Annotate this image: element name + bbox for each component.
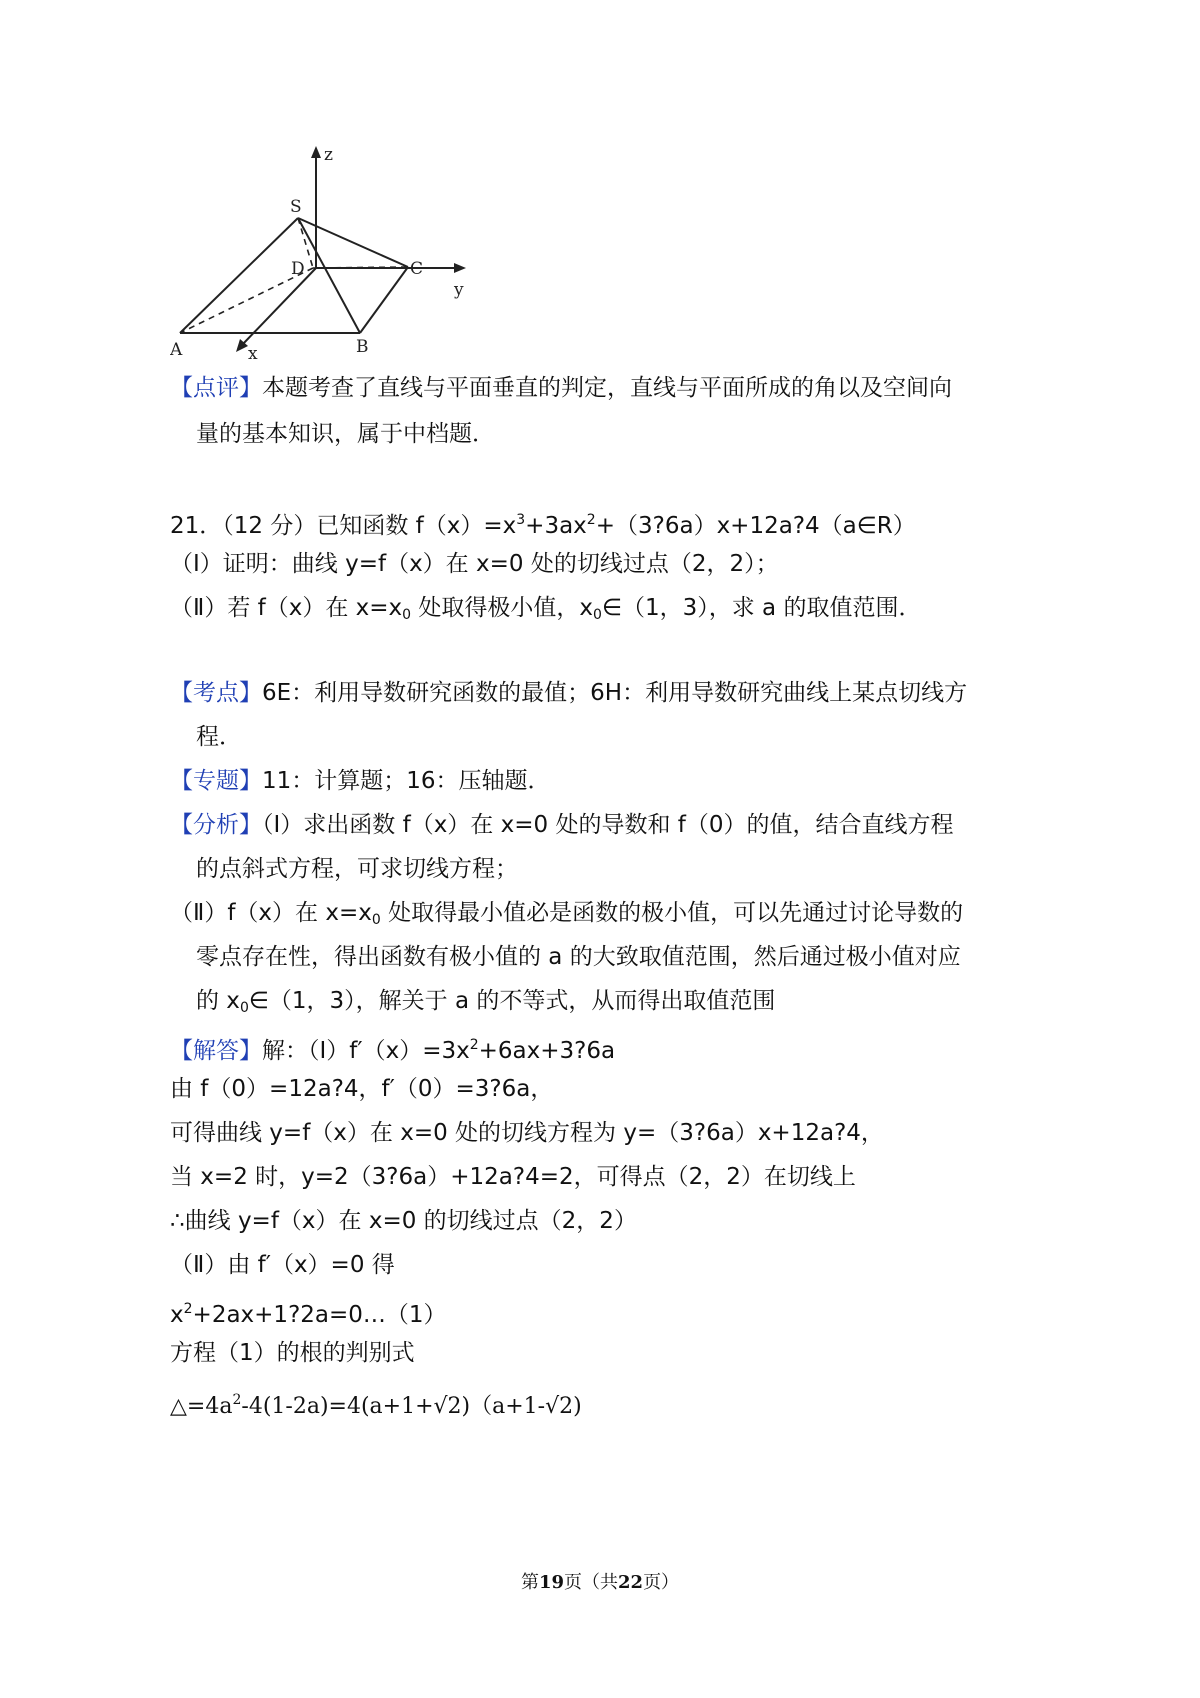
text: 6a <box>586 1038 616 1064</box>
fenxi-line-4 <box>196 941 961 973</box>
fenxi-line-3 <box>170 897 963 936</box>
jieda-line-8 <box>170 1337 415 1369</box>
missing-glyph: ? <box>693 1120 707 1146</box>
problem-part1-text: （Ⅰ）证明：曲线 y=f（x）在 x=0 处的切线过点（2，2）； <box>170 551 779 577</box>
y-arrow <box>454 263 466 273</box>
jieda-text-6: （Ⅱ）由 f′（x）=0 得 <box>170 1252 395 1278</box>
missing-glyph: ? <box>792 513 806 539</box>
text: 页） <box>643 1572 680 1593</box>
edge-SB <box>298 218 360 333</box>
text: +（3 <box>595 513 653 539</box>
problem-header <box>170 504 916 542</box>
text: x <box>170 1302 184 1328</box>
z-arrow <box>311 146 321 158</box>
comment-line-1 <box>170 372 952 404</box>
fenxi-tag: 【分析】 <box>170 812 262 838</box>
missing-glyph: ? <box>288 1302 301 1328</box>
zhuanti-tag: 【专题】 <box>170 768 262 794</box>
missing-glyph: ? <box>834 1120 847 1146</box>
sub: 0 <box>593 607 602 623</box>
jieda-text-8: 方程（1）的根的判别式 <box>170 1340 415 1366</box>
text: 当 x=2 时，y=2（3 <box>170 1164 387 1190</box>
sub: 0 <box>402 607 412 623</box>
text: 2a=0…（1） <box>300 1302 447 1328</box>
fenxi-text-1: （Ⅰ）求出函数 f（x）在 x=0 处的导数和 f（0）的值，结合直线方程 <box>262 812 954 838</box>
label-y: y <box>454 280 464 300</box>
missing-glyph: ? <box>512 1164 526 1190</box>
label-A: A <box>170 340 183 360</box>
text: 第 <box>520 1572 539 1593</box>
kaodian-line-1 <box>170 677 967 709</box>
zhuanti-text: 11：计算题；16：压轴题． <box>262 768 551 794</box>
text: 4（a∈R） <box>805 513 916 539</box>
jieda-tag: 【解答】 <box>170 1038 262 1064</box>
jieda-line-7 <box>170 1293 447 1331</box>
missing-glyph: ? <box>386 1164 399 1190</box>
text: ∈（1，3），求 a 的取值范围． <box>601 595 922 621</box>
jieda-line-3 <box>170 1117 884 1149</box>
pyramid-figure <box>170 140 490 370</box>
text: 6a）x+12a <box>664 513 793 539</box>
text: +6ax+3 <box>478 1038 575 1064</box>
jieda-line-5 <box>170 1205 637 1237</box>
sub: 0 <box>371 912 381 928</box>
discriminant-formula <box>170 1384 582 1423</box>
jieda-line-2 <box>170 1073 553 1105</box>
fenxi-line-2 <box>196 853 518 885</box>
label-x: x <box>248 344 258 364</box>
text: 处取得极小值，x <box>411 595 594 621</box>
label-C: C <box>410 259 424 279</box>
problem-part2 <box>170 592 921 631</box>
kaodian-text-2: 程． <box>196 724 242 750</box>
missing-glyph: ? <box>331 1076 344 1102</box>
fenxi-text-4: 零点存在性，得出函数有极小值的 a 的大致取值范围，然后通过极小值对应 <box>196 944 961 970</box>
jieda-line-6 <box>170 1249 395 1281</box>
problem-part1 <box>170 548 779 580</box>
text: （Ⅱ）若 f（x）在 x=x <box>170 595 403 621</box>
comment-text-2: 量的基本知识，属于中档题． <box>196 421 495 447</box>
text: 的 x <box>196 988 240 1014</box>
edge-DC <box>313 267 408 268</box>
text: 由 f（0）=12a <box>170 1076 332 1102</box>
text: +3ax <box>525 513 587 539</box>
text: 4=2，可得点（2，2）在切线上 <box>525 1164 856 1190</box>
page-footer <box>0 1568 1200 1594</box>
jieda-line-1 <box>170 1029 615 1067</box>
sup: 2 <box>232 1392 242 1408</box>
fenxi-text-2: 的点斜式方程，可求切线方程； <box>196 856 518 882</box>
sup: 3 <box>516 512 526 528</box>
comment-text-1: 本题考查了直线与平面垂直的判定，直线与平面所成的角以及空间向 <box>262 375 952 401</box>
edge-BC <box>360 267 408 333</box>
label-D: D <box>291 259 305 279</box>
zhuanti-line <box>170 765 551 797</box>
missing-glyph: ? <box>574 1038 587 1064</box>
text: 4，f′（0）=3 <box>343 1076 490 1102</box>
kaodian-line-2 <box>196 721 242 753</box>
text: 4， <box>846 1120 884 1146</box>
text: 处取得最小值必是函数的极小值，可以先通过讨论导数的 <box>380 900 964 926</box>
comment-line-2 <box>196 418 495 450</box>
fenxi-line-5 <box>196 985 775 1024</box>
label-B: B <box>356 337 369 357</box>
sup: 2 <box>183 1301 193 1317</box>
text: 6a）+12a <box>398 1164 513 1190</box>
missing-glyph: ? <box>489 1076 502 1102</box>
jieda-line-4 <box>170 1161 856 1193</box>
kaodian-tag: 【考点】 <box>170 680 262 706</box>
text: 6a， <box>501 1076 554 1102</box>
sup: 2 <box>469 1037 479 1053</box>
text: 6a）x+12a <box>706 1120 835 1146</box>
label-z: z <box>324 145 333 165</box>
jieda-text-5: ∴曲线 y=f（x）在 x=0 的切线过点（2，2） <box>170 1208 637 1234</box>
edge-SC <box>298 218 408 267</box>
text: △=4a <box>170 1394 233 1419</box>
text: +2ax+1 <box>192 1302 289 1328</box>
problem-header-text: 21．（12 分）已知函数 f（x）=x <box>170 513 517 539</box>
text: ∈（1，3），解关于 a 的不等式，从而得出取值范围 <box>248 988 776 1014</box>
text: -4(1-2a)=4(a+1+√2)（a+1-√2) <box>241 1394 582 1419</box>
comment-tag: 【点评】 <box>170 375 262 401</box>
kaodian-text-1: 6E：利用导数研究函数的最值；6H：利用导数研究曲线上某点切线方 <box>262 680 968 706</box>
text: （Ⅱ）f（x）在 x=x <box>170 900 372 926</box>
text: 页（共 <box>564 1572 618 1593</box>
sub: 0 <box>239 1000 249 1016</box>
text: 可得曲线 y=f（x）在 x=0 处的切线方程为 y=（3 <box>170 1120 694 1146</box>
page-number: 19 <box>538 1572 564 1593</box>
missing-glyph: ? <box>652 513 665 539</box>
label-S: S <box>290 197 302 217</box>
total-pages: 22 <box>618 1572 644 1593</box>
text: 解：（Ⅰ）f′（x）=3x <box>262 1038 470 1064</box>
fenxi-line-1 <box>170 809 953 841</box>
edge-SA <box>180 218 298 333</box>
sup: 2 <box>586 512 596 528</box>
